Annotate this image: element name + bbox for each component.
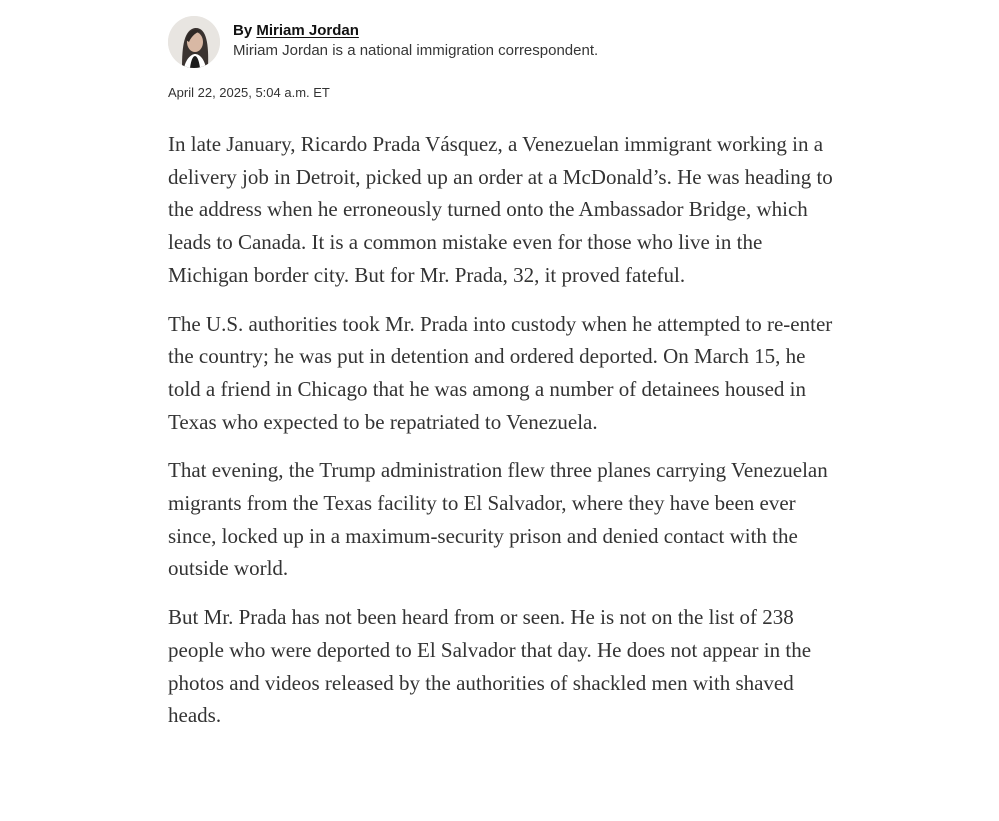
author-bio: Miriam Jordan is a national immigration correspondent. (233, 42, 599, 59)
byline-author-line (233, 21, 598, 41)
article-paragraph: In late January, Ricardo Prada Vásquez, a Venezuelan immigrant working in a delivery job in Detroit, picked up an order at a McDonald’s. He was heading to the address when he erroneously turned onto the Ambassador Bridge, which leads to Canada. It is a common mistake even for those who live in the Michigan border city. But for Mr. Prada, 32, it proved fateful. (168, 132, 833, 287)
article-body (168, 128, 838, 748)
author-avatar[interactable] (168, 16, 220, 68)
article-paragraph: That evening, the Trump administration flew three planes carrying Venezuelan migrants from the Texas facility to El Salvador, where they have been ever since, locked up in a maximum-security prison and denied contact with the outside world. (168, 458, 828, 581)
author-name-link[interactable]: Miriam Jordan (256, 22, 359, 39)
byline-prefix: By (233, 22, 257, 39)
article-paragraph: The U.S. authorities took Mr. Prada into custody when he attempted to re-enter the country; he was put in detention and ordered deported. On March 15, he told a friend in Chicago that he was among a number of detainees housed in Texas who expected to be repatriated to Venezuela. (168, 311, 833, 434)
byline-text (233, 21, 598, 61)
byline (168, 16, 598, 68)
article-paragraph: But Mr. Prada has not been heard from or seen. He is not on the list of 238 people who were deported to El Salvador that day. He does not appear in the photos and videos released by the authorities of shackled men with shaved heads. (168, 605, 812, 728)
publish-timestamp: April 22, 2025, 5:04 a.m. ET (168, 85, 330, 100)
